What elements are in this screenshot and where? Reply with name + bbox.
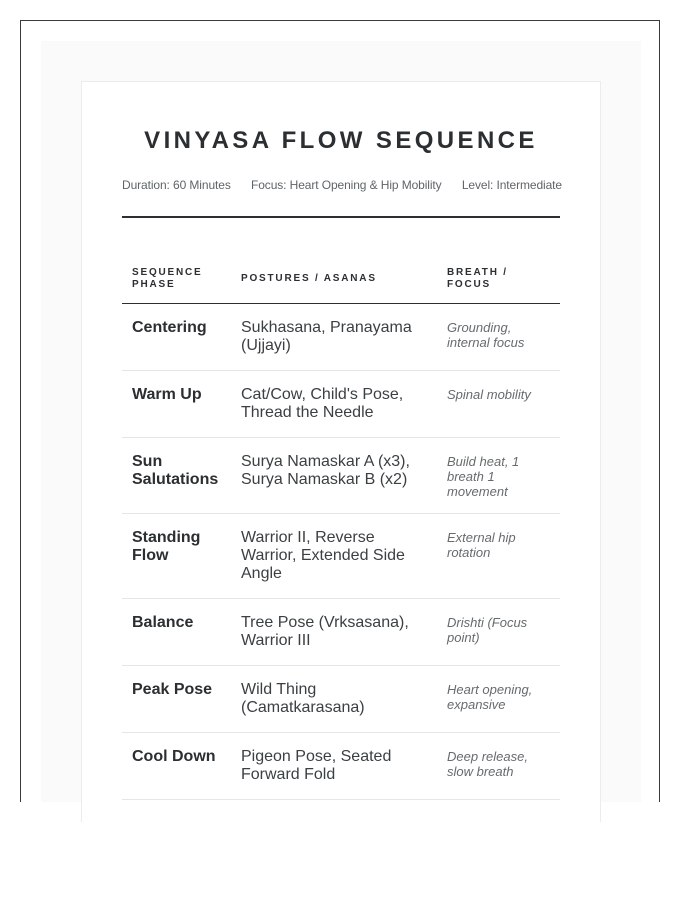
table-row [122,599,560,666]
table-row [122,304,560,371]
table-row [122,438,560,514]
row-breath: Heart opening, expansive [447,682,533,712]
row-phase: Balance [132,614,194,631]
session-meta [122,178,562,192]
row-postures: Wild Thing (Camatkarasana) [241,681,365,716]
level-text: Level: Intermediate [461,178,562,192]
table-row [122,371,560,438]
header-breath-focus: BREATH / FOCUS [447,267,508,290]
duration-text: Duration: 60 Minutes [122,178,231,192]
table-header [122,264,560,304]
page-title: VINYASA FLOW SEQUENCE [144,127,538,154]
row-phase: Peak Pose [132,681,213,698]
document-card [81,81,601,822]
table-row [122,514,560,599]
row-breath: Deep release, slow breath [447,749,528,779]
row-postures: Cat/Cow, Child's Pose, Thread the Needle [241,386,404,421]
header-postures: POSTURES / ASANAS [241,273,377,284]
row-breath: Build heat, 1 breath 1 movement [447,454,520,499]
row-breath: Spinal mobility [447,387,531,402]
row-postures: Tree Pose (Vrksasana), Warrior III [241,614,409,649]
row-postures: Pigeon Pose, Seated Forward Fold [241,748,392,783]
row-phase: Warm Up [132,386,202,403]
sequence-table [122,264,560,800]
row-phase: Centering [132,319,207,336]
row-postures: Sukhasana, Pranayama (Ujjayi) [241,319,412,354]
row-breath: Drishti (Focus point) [447,615,528,645]
header-sequence-phase: SEQUENCE PHASE [132,267,203,290]
title-divider [122,216,560,218]
row-phase: Standing Flow [132,529,201,564]
table-row [122,733,560,800]
row-postures: Surya Namaskar A (x3), Surya Namaskar B (x2) [241,453,410,488]
row-postures: Warrior II, Reverse Warrior, Extended Side Angle [241,529,405,582]
table-row [122,666,560,733]
row-phase: Sun Salutations [132,453,219,488]
row-breath: External hip rotation [447,530,516,560]
focus-text: Focus: Heart Opening & Hip Mobility [250,178,442,192]
row-breath: Grounding, internal focus [447,320,525,350]
row-phase: Cool Down [132,748,216,765]
